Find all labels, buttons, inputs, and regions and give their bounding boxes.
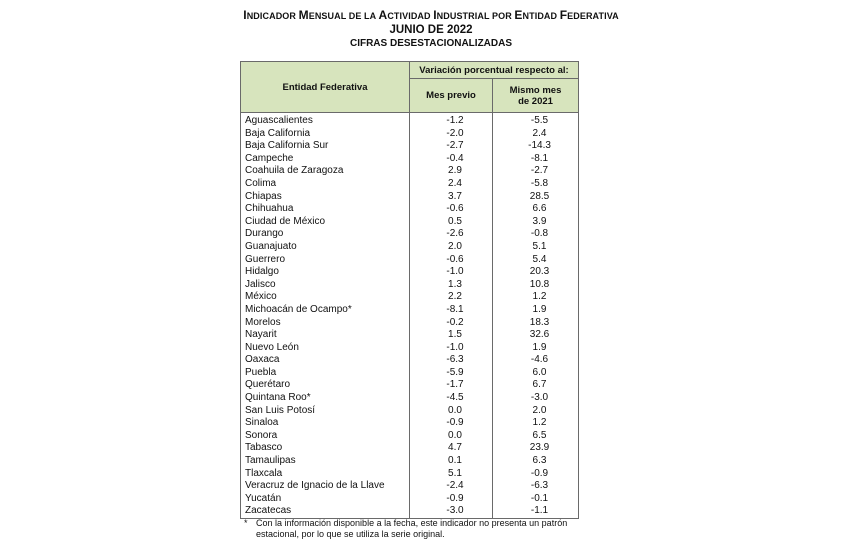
entidad-cell: Sonora bbox=[241, 430, 410, 443]
entidad-cell: Oaxaca bbox=[241, 354, 410, 367]
mismo-mes-cell: 6.0 bbox=[493, 367, 579, 380]
mes-previo-cell: -2.0 bbox=[410, 128, 493, 141]
mismo-mes-cell: 20.3 bbox=[493, 266, 579, 279]
table-row bbox=[241, 354, 579, 367]
table-row bbox=[241, 367, 579, 380]
table-row bbox=[241, 279, 579, 292]
entidad-cell: Colima bbox=[241, 178, 410, 191]
table-row bbox=[241, 153, 579, 166]
mes-previo-cell: 3.7 bbox=[410, 191, 493, 204]
mes-previo-cell: 1.5 bbox=[410, 329, 493, 342]
mismo-mes-cell: 5.4 bbox=[493, 254, 579, 267]
mes-previo-cell: 2.2 bbox=[410, 291, 493, 304]
title-part: CTIVIDAD bbox=[387, 11, 434, 21]
mismo-mes-cell: 6.5 bbox=[493, 430, 579, 443]
title-part: NDICADOR bbox=[246, 11, 299, 21]
mes-previo-cell: -3.0 bbox=[410, 505, 493, 518]
title-part: M bbox=[298, 8, 309, 22]
title-part: I bbox=[433, 8, 437, 22]
entidad-cell: Baja California bbox=[241, 128, 410, 141]
title-part: NDUSTRIAL POR bbox=[436, 11, 515, 21]
mismo-mes-cell: -1.1 bbox=[493, 505, 579, 518]
mes-previo-cell: -4.5 bbox=[410, 392, 493, 405]
footnote-line2: estacional, por lo que se utiliza la serie original. bbox=[256, 529, 445, 539]
mes-previo-cell: -0.9 bbox=[410, 417, 493, 430]
entidad-cell: Morelos bbox=[241, 317, 410, 330]
mismo-mes-cell: -5.5 bbox=[493, 113, 579, 128]
table-row bbox=[241, 216, 579, 229]
table-row bbox=[241, 228, 579, 241]
entidad-cell: Chihuahua bbox=[241, 203, 410, 216]
entidad-cell: Yucatán bbox=[241, 493, 410, 506]
mes-previo-cell: 4.7 bbox=[410, 442, 493, 455]
footnote bbox=[244, 518, 604, 540]
mismo-mes-cell: -6.3 bbox=[493, 480, 579, 493]
mes-previo-cell: -5.9 bbox=[410, 367, 493, 380]
table-row bbox=[241, 430, 579, 443]
table-row bbox=[241, 317, 579, 330]
mes-previo-cell: 2.4 bbox=[410, 178, 493, 191]
column-header-mes-previo: Mes previo bbox=[410, 79, 493, 113]
mismo-mes-cell: 6.3 bbox=[493, 455, 579, 468]
mes-previo-cell: -0.6 bbox=[410, 254, 493, 267]
table-row bbox=[241, 329, 579, 342]
footnote-line1: Con la información disponible a la fecha, este indicador no presenta un patrón bbox=[256, 518, 568, 528]
table-row bbox=[241, 505, 579, 518]
mismo-mes-cell: 1.9 bbox=[493, 342, 579, 355]
mismo-mes-cell: -0.1 bbox=[493, 493, 579, 506]
entidad-cell: San Luis Potosí bbox=[241, 405, 410, 418]
entidad-cell: Veracruz de Ignacio de la Llave bbox=[241, 480, 410, 493]
mismo-mes-cell: -2.7 bbox=[493, 165, 579, 178]
entidad-cell: Baja California Sur bbox=[241, 140, 410, 153]
report-subtitle: CIFRAS DESESTACIONALIZADAS bbox=[349, 38, 513, 49]
mes-previo-cell: -1.0 bbox=[410, 342, 493, 355]
table-row bbox=[241, 442, 579, 455]
mes-previo-cell: -2.4 bbox=[410, 480, 493, 493]
footnote-mark: * bbox=[244, 518, 248, 528]
table-row bbox=[241, 480, 579, 493]
mismo-mes-cell: 28.5 bbox=[493, 191, 579, 204]
mismo-mes-cell: 10.8 bbox=[493, 279, 579, 292]
mes-previo-cell: -2.6 bbox=[410, 228, 493, 241]
title-part: I bbox=[243, 8, 247, 22]
table-row bbox=[241, 165, 579, 178]
entidad-cell: Querétaro bbox=[241, 379, 410, 392]
mismo-mes-cell: 1.2 bbox=[493, 417, 579, 430]
table-row bbox=[241, 304, 579, 317]
mismo-mes-cell: -3.0 bbox=[493, 392, 579, 405]
mismo-mes-cell: -4.6 bbox=[493, 354, 579, 367]
title-part: F bbox=[559, 8, 568, 22]
mismo-mes-cell: 6.6 bbox=[493, 203, 579, 216]
mes-previo-cell: 0.0 bbox=[410, 430, 493, 443]
mismo-mes-cell: 3.9 bbox=[493, 216, 579, 229]
title-part: A bbox=[378, 8, 388, 22]
mes-previo-cell: -0.6 bbox=[410, 203, 493, 216]
mes-previo-cell: -2.7 bbox=[410, 140, 493, 153]
entidad-cell: Guerrero bbox=[241, 254, 410, 267]
mes-previo-cell: -8.1 bbox=[410, 304, 493, 317]
mes-previo-cell: -1.7 bbox=[410, 379, 493, 392]
table-row bbox=[241, 392, 579, 405]
mismo-mes-cell: 2.4 bbox=[493, 128, 579, 141]
entidad-cell: Ciudad de México bbox=[241, 216, 410, 229]
entidad-cell: Tabasco bbox=[241, 442, 410, 455]
entidad-cell: Guanajuato bbox=[241, 241, 410, 254]
entidad-cell: Tlaxcala bbox=[241, 468, 410, 481]
column-header-entidad: Entidad Federativa bbox=[241, 62, 410, 113]
table-row bbox=[241, 241, 579, 254]
table-row bbox=[241, 140, 579, 153]
table-row bbox=[241, 178, 579, 191]
entidad-cell: Sinaloa bbox=[241, 417, 410, 430]
mismo-mes-cell: 1.9 bbox=[493, 304, 579, 317]
entidad-cell: Zacatecas bbox=[241, 505, 410, 518]
table-row bbox=[241, 254, 579, 267]
table-row bbox=[241, 468, 579, 481]
entidad-cell: Michoacán de Ocampo* bbox=[241, 304, 410, 317]
title-part: EDERATIVA bbox=[567, 11, 619, 21]
entidad-cell: Nuevo León bbox=[241, 342, 410, 355]
mismo-mes-cell: -5.8 bbox=[493, 178, 579, 191]
report-period: JUNIO DE 2022 bbox=[389, 24, 473, 36]
entidad-cell: Coahuila de Zaragoza bbox=[241, 165, 410, 178]
mes-previo-cell: 2.0 bbox=[410, 241, 493, 254]
column-header-variacion: Variación porcentual respecto al: bbox=[410, 62, 579, 79]
data-table bbox=[240, 61, 579, 519]
mismo-mes-cell: 18.3 bbox=[493, 317, 579, 330]
entidad-cell: México bbox=[241, 291, 410, 304]
entidad-cell: Puebla bbox=[241, 367, 410, 380]
mes-previo-cell: -0.2 bbox=[410, 317, 493, 330]
mismo-mes-cell: 1.2 bbox=[493, 291, 579, 304]
mismo-mes-cell: 2.0 bbox=[493, 405, 579, 418]
mes-previo-cell: 5.1 bbox=[410, 468, 493, 481]
mes-previo-cell: 0.0 bbox=[410, 405, 493, 418]
mismo-mes-cell: 32.6 bbox=[493, 329, 579, 342]
mismo-mes-cell: -8.1 bbox=[493, 153, 579, 166]
entidad-cell: Hidalgo bbox=[241, 266, 410, 279]
table-row bbox=[241, 455, 579, 468]
column-header-mismo-mes-line1: Mismo mes bbox=[509, 84, 562, 96]
mes-previo-cell: 0.5 bbox=[410, 216, 493, 229]
table-row bbox=[241, 417, 579, 430]
table-row bbox=[241, 113, 579, 128]
table-row bbox=[241, 191, 579, 204]
entidad-cell: Nayarit bbox=[241, 329, 410, 342]
title-part: E bbox=[514, 8, 523, 22]
mismo-mes-cell: -0.9 bbox=[493, 468, 579, 481]
table-row bbox=[241, 203, 579, 216]
mes-previo-cell: -0.4 bbox=[410, 153, 493, 166]
mes-previo-cell: 0.1 bbox=[410, 455, 493, 468]
entidad-cell: Aguascalientes bbox=[241, 113, 410, 128]
entidad-cell: Jalisco bbox=[241, 279, 410, 292]
title-part: NTIDAD bbox=[522, 11, 560, 21]
mismo-mes-cell: -0.8 bbox=[493, 228, 579, 241]
mismo-mes-cell: 6.7 bbox=[493, 379, 579, 392]
mes-previo-cell: -1.2 bbox=[410, 113, 493, 128]
title-part: ENSUAL DE LA bbox=[308, 11, 379, 21]
entidad-cell: Tamaulipas bbox=[241, 455, 410, 468]
table-row bbox=[241, 379, 579, 392]
entidad-cell: Quintana Roo* bbox=[241, 392, 410, 405]
table-body bbox=[241, 113, 579, 519]
table-row bbox=[241, 291, 579, 304]
table-row bbox=[241, 128, 579, 141]
report-header bbox=[0, 8, 862, 50]
entidad-cell: Durango bbox=[241, 228, 410, 241]
mismo-mes-cell: 23.9 bbox=[493, 442, 579, 455]
table-row bbox=[241, 342, 579, 355]
table-row bbox=[241, 493, 579, 506]
table-row bbox=[241, 266, 579, 279]
mes-previo-cell: -1.0 bbox=[410, 266, 493, 279]
table-row bbox=[241, 405, 579, 418]
mes-previo-cell: -0.9 bbox=[410, 493, 493, 506]
entidad-cell: Campeche bbox=[241, 153, 410, 166]
column-header-mismo-mes-line2: de 2021 bbox=[518, 95, 553, 107]
data-table-container bbox=[240, 61, 578, 519]
mes-previo-cell: 1.3 bbox=[410, 279, 493, 292]
report-title bbox=[0, 8, 862, 23]
entidad-cell: Chiapas bbox=[241, 191, 410, 204]
column-header-mismo-mes bbox=[493, 79, 579, 113]
mismo-mes-cell: 5.1 bbox=[493, 241, 579, 254]
mismo-mes-cell: -14.3 bbox=[493, 140, 579, 153]
mes-previo-cell: -6.3 bbox=[410, 354, 493, 367]
mes-previo-cell: 2.9 bbox=[410, 165, 493, 178]
